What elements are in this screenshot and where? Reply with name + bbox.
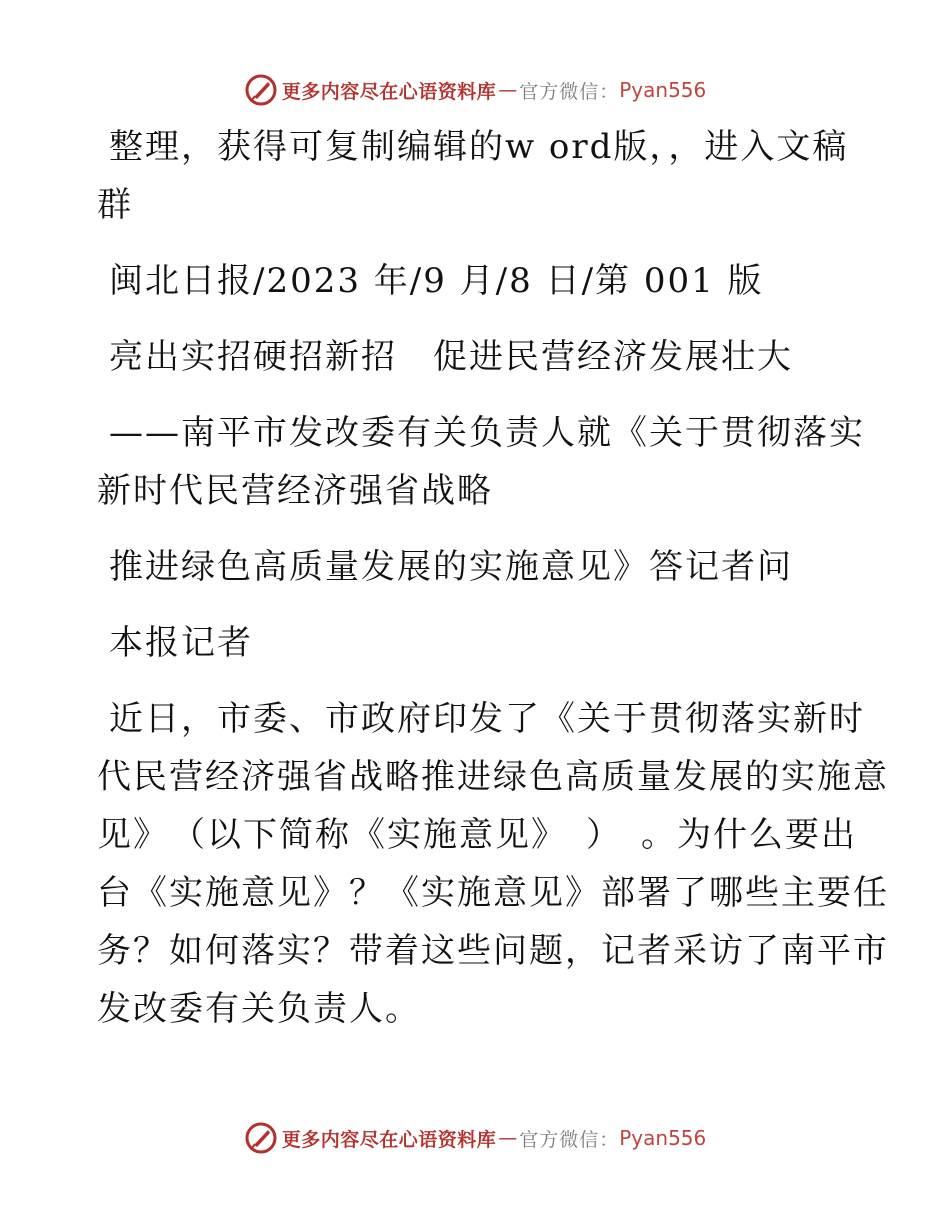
article-subheadline [97, 404, 865, 520]
banner-text: 更多内容尽在心语资料库 [281, 80, 497, 103]
text-line: 亮出实招硬招新招 促进民营经济发展壮大 [109, 337, 793, 377]
intro-paragraph [97, 118, 857, 234]
text-line: 务？如何落实？带着这些问题，记者采访了南平市 [97, 931, 889, 971]
text-line: 群 [97, 185, 133, 225]
byline [97, 614, 857, 672]
text-line: 近日，市委、市政府印发了《关于贯彻落实新时 [109, 699, 865, 739]
text-line: 推进绿色高质量发展的实施意见》答记者问 [109, 547, 793, 587]
text-line: 本报记者 [109, 623, 253, 663]
banner-wechat-label: 官方微信： [519, 1128, 620, 1151]
text-line: 整理，获得可复制编辑的w ord版，，进入文稿 [109, 127, 849, 167]
banner-dash: — [498, 79, 518, 101]
source-line [97, 252, 857, 310]
text-line: 代民营经济强省战略推进绿色高质量发展的实施意 [97, 757, 889, 797]
body-paragraph [97, 690, 889, 1038]
text-line: 台《实施意见》？《实施意见》部署了哪些主要任 [97, 873, 889, 913]
footer-watermark-banner [0, 1118, 950, 1158]
text-line: 新时代民营经济强省战略 [97, 471, 493, 511]
banner-wechat-label: 官方微信： [519, 80, 620, 103]
article-headline [97, 328, 857, 386]
banner-text: 更多内容尽在心语资料库 [281, 1128, 497, 1151]
article-body [97, 118, 889, 1038]
banner-wechat-id: Pyan556 [619, 1126, 707, 1150]
banner-wechat-id: Pyan556 [619, 78, 707, 102]
article-subheadline-cont [97, 538, 857, 596]
text-line: ——南平市发改委有关负责人就《关于贯彻落实 [109, 413, 865, 453]
text-line: 闽北日报/2023 年/9 月/8 日/第 001 版 [109, 261, 764, 301]
header-watermark-banner [0, 70, 950, 110]
quill-logo-icon [244, 73, 278, 107]
banner-dash: — [498, 1127, 518, 1149]
text-line: 发改委有关负责人。 [97, 989, 421, 1029]
quill-logo-icon [244, 1121, 278, 1155]
text-line: 见》 （以下简称《实施意见》 ） 。为什么要出 [97, 815, 857, 855]
